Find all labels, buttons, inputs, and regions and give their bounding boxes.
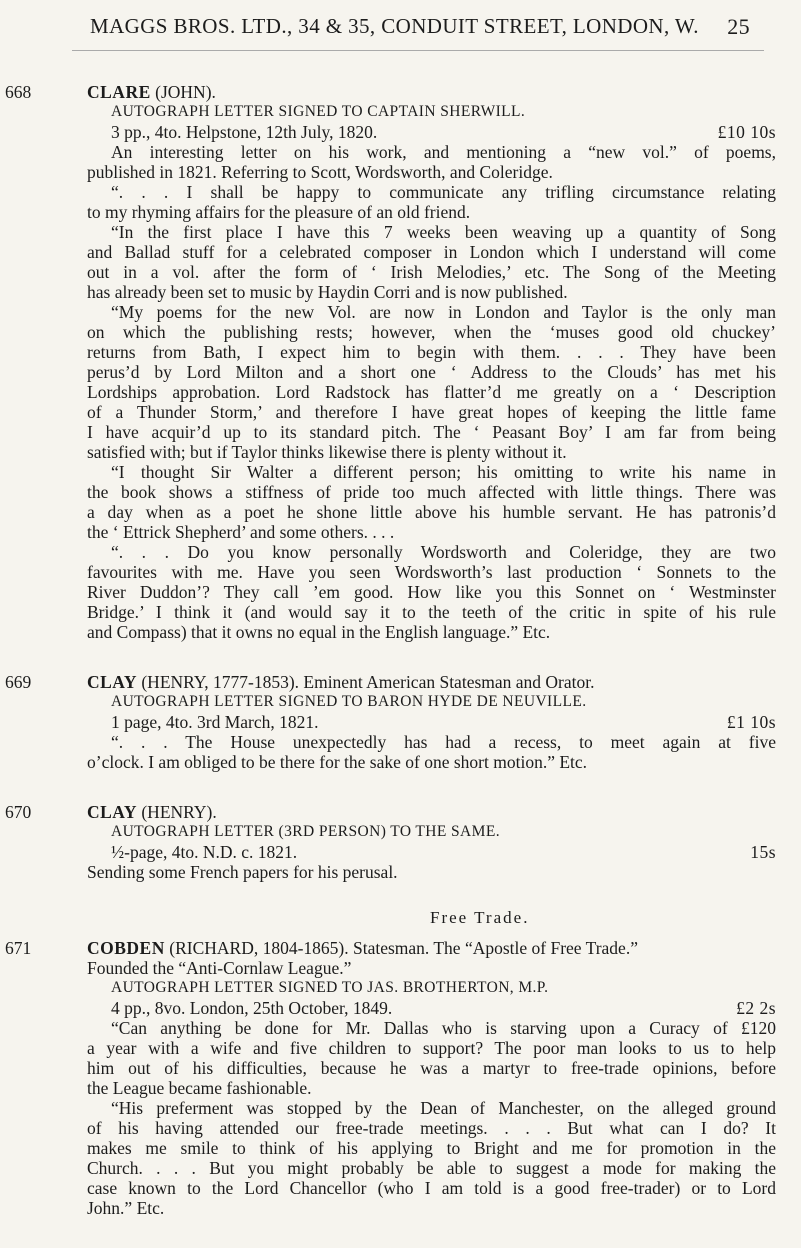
lot-name-rest: (JOHN). — [150, 82, 216, 102]
lot-text-line: on which the publishing rests; however, when the ‘muses good old chuckey’ — [87, 322, 776, 342]
lot-text-line: has already been set to music by Haydin Corri and is now published. — [87, 282, 568, 302]
lot-text-line: and Compass) that it owns no equal in the English language.” Etc. — [87, 622, 551, 642]
lot-details: ½-page, 4to. N.D. c. 1821. — [111, 842, 298, 862]
lot-number: 671 — [5, 938, 32, 958]
lot-details-row — [87, 998, 776, 1018]
lot-text-line: “Can anything be done for Mr. Dallas who is starving upon a Curacy of £120 — [111, 1018, 776, 1038]
lot-text-line: Church. . . . But you might probably be able to suggest a mode for making the — [87, 1158, 776, 1178]
running-head-text: MAGGS BROS. LTD., 34 & 35, CONDUIT STREET, LONDON, W. — [90, 14, 699, 38]
lot-entry — [5, 672, 776, 772]
lot-title: AUTOGRAPH LETTER (3RD PERSON) TO THE SAME. — [111, 823, 500, 840]
lot-text-line: a day when as a poet he shone little above his humble servant. He has patronis’d — [87, 502, 776, 522]
lot-text-line: “In the first place I have this 7 weeks been weaving up a quantity of Song — [111, 222, 776, 242]
lot-text-line: and Ballad stuff for a celebrated composer in London which I understand will come — [87, 242, 776, 262]
lot-text-line: to my rhyming affairs for the pleasure of an old friend. — [87, 202, 471, 222]
lot-name: CLARE — [87, 82, 151, 102]
lot-text-line: John.” Etc. — [87, 1198, 165, 1218]
lot-number: 668 — [5, 82, 32, 102]
lot-price: £10 10s — [717, 122, 776, 142]
lot-text-line: of a Thunder Storm,’ and therefore I have great hopes of keeping the little fame — [87, 402, 776, 422]
lot-text-line: the book shows a stiffness of pride too much affected with little things. There was — [87, 482, 776, 502]
header-rule — [72, 50, 764, 51]
lot-text-line: published in 1821. Referring to Scott, Wordsworth, and Coleridge. — [87, 162, 553, 182]
lot-subtitle: Founded the “Anti-Cornlaw League.” — [87, 958, 352, 978]
section-heading: Free Trade. — [430, 908, 530, 927]
lot-number: 669 — [5, 672, 32, 692]
lot-heading — [87, 802, 776, 822]
page-number: 25 — [727, 14, 750, 39]
lot-text-line: the ‘ Ettrick Shepherd’ and some others. . . . — [87, 522, 395, 542]
lot-name-rest: (HENRY). — [136, 802, 217, 822]
lot-text-line: a year with a wife and five children to support? The poor man looks to us to help — [87, 1038, 776, 1058]
lot-text-line: “I thought Sir Walter a different person; his omitting to write his name in — [111, 462, 776, 482]
lot-text-line: of his having attended our free-trade meetings. . . . But what can I do? It — [87, 1118, 776, 1138]
lot-text-line: satisfied with; but if Taylor thinks likewise there is plenty without it. — [87, 442, 567, 462]
lot-name: COBDEN — [87, 938, 165, 958]
lot-text-line: I have acquir’d up to its standard pitch. The ‘ Peasant Boy’ I am far from being — [87, 422, 776, 442]
lot-details: 3 pp., 4to. Helpstone, 12th July, 1820. — [111, 122, 378, 142]
lot-text-line: favourites with me. Have you seen Wordsworth’s last production ‘ Sonnets to the — [87, 562, 776, 582]
lot-text-line: o’clock. I am obliged to be there for the sake of one short motion.” Etc. — [87, 752, 588, 772]
lot-price: £2 2s — [736, 998, 776, 1018]
lot-entry — [5, 802, 776, 882]
lot-text-line: “. . . I shall be happy to communicate any trifling circumstance relating — [111, 182, 776, 202]
lot-text-line: “. . . Do you know personally Wordsworth and Coleridge, they are two — [111, 542, 776, 562]
lot-text-line: out in a vol. after the form of ‘ Irish Melodies,’ etc. The Song of the Meeting — [87, 262, 776, 282]
running-head — [90, 14, 750, 40]
lot-heading — [87, 82, 776, 102]
lot-text-line: Bridge.’ I think it (and would say it to the teeth of the critic in spite of his rule — [87, 602, 776, 622]
lot-text-line: perus’d by Lord Milton and a short one ‘ Address to the Clouds’ has met his — [87, 362, 776, 382]
lot-text-line: “. . . The House unexpectedly has had a recess, to meet again at five — [111, 732, 776, 752]
lot-number: 670 — [5, 802, 32, 822]
lot-text-line: Sending some French papers for his perusal. — [87, 862, 398, 882]
lot-text-line: him out of his difficulties, because he was a martyr to free-trade opinions, before — [87, 1058, 776, 1078]
lot-name: CLAY — [87, 672, 137, 692]
lot-heading — [87, 672, 776, 692]
lot-details-row — [87, 122, 776, 142]
lot-text-line: Lordships approbation. Lord Radstock has flatter’d me greatly on a ‘ Description — [87, 382, 776, 402]
lot-price: £1 10s — [726, 712, 776, 732]
catalogue-content — [5, 82, 776, 1248]
lot-text-line: “His preferment was stopped by the Dean of Manchester, on the alleged ground — [111, 1098, 776, 1118]
lot-text-line: returns from Bath, I expect him to begin with them. . . . They have been — [87, 342, 776, 362]
lot-text-line: makes me smile to think of his applying to Bright and me for promotion in the — [87, 1138, 776, 1158]
lot-name: CLAY — [87, 802, 137, 822]
lot-text-line: An interesting letter on his work, and mentioning a “new vol.” of poems, — [111, 142, 776, 162]
lot-heading — [87, 938, 776, 958]
lot-details-row — [87, 712, 776, 732]
lot-name-rest: (HENRY, 1777-1853). Eminent American Statesman and Orator. — [136, 672, 595, 692]
lot-entry — [5, 82, 776, 642]
lot-text-line: case known to the Lord Chancellor (who I am told is a good free-trader) or to Lord — [87, 1178, 776, 1198]
lot-price: 15s — [750, 842, 776, 862]
lot-name-rest: (RICHARD, 1804-1865). Statesman. The “Apostle of Free Trade.” — [164, 938, 638, 958]
lot-text-line: the League became fashionable. — [87, 1078, 312, 1098]
lot-text-line: River Duddon’? They call ’em good. How like you this Sonnet on ‘ Westminster — [87, 582, 776, 602]
lot-title: AUTOGRAPH LETTER SIGNED TO CAPTAIN SHERWILL. — [111, 103, 526, 120]
lot-details-row — [87, 842, 776, 862]
lot-entry — [5, 938, 776, 1218]
lot-details: 4 pp., 8vo. London, 25th October, 1849. — [111, 998, 393, 1018]
lot-title: AUTOGRAPH LETTER SIGNED TO JAS. BROTHERTON, M.P. — [111, 979, 549, 996]
lot-text-line: “My poems for the new Vol. are now in London and Taylor is the only man — [111, 302, 776, 322]
lot-details: 1 page, 4to. 3rd March, 1821. — [111, 712, 319, 732]
lot-title: AUTOGRAPH LETTER SIGNED TO BARON HYDE DE NEUVILLE. — [111, 693, 587, 710]
